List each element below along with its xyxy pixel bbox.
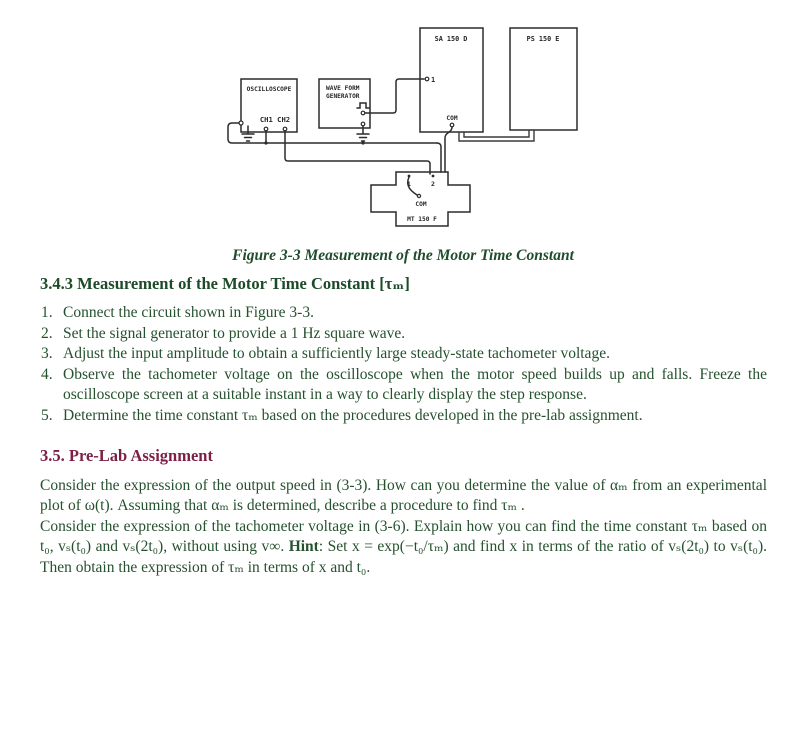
power-supply-box — [510, 28, 577, 130]
motor-com-terminal — [417, 194, 420, 197]
prelab-paragraph-2 — [40, 517, 767, 579]
figure-3-3-diagram — [200, 8, 600, 242]
sa-com-label: COM — [446, 115, 458, 122]
motor-unit-label: MT 150 F — [407, 216, 437, 223]
waveform-generator-label-1: WAVE FORM — [326, 85, 360, 92]
prelab-paragraph-1: Consider the expression of the output speed in (3-3). How can you determine the value of αₘ from an experimental plot of ω(t). Assuming that αₘ is determined, describe a procedure to find τₘ . — [40, 476, 767, 515]
waveform-generator-label-2: GENERATOR — [326, 93, 360, 100]
section-35-heading: 3.5. Pre-Lab Assignment — [40, 445, 213, 465]
square-wave-icon — [357, 103, 369, 108]
document-body — [40, 274, 767, 579]
oscilloscope-label: OSCILLOSCOPE — [246, 86, 292, 93]
motor-terminal-2-dot — [432, 175, 435, 178]
sa-input-label: 1 — [431, 76, 436, 84]
com-lead-wire — [445, 127, 452, 172]
procedure-list — [40, 303, 767, 427]
motor-terminal-1-label: 1 — [407, 180, 411, 188]
ground-icon — [242, 126, 254, 141]
power-supply-label: PS 150 E — [526, 35, 560, 43]
list-item: Determine the time constant τₘ based on the procedures developed in the pre-lab assignment. — [63, 406, 643, 424]
motor-com-label: COM — [415, 201, 427, 208]
list-item: Observe the tachometer voltage on the oscilloscope when the motor speed builds up and falls. Freeze the oscilloscope screen at a suitable instant in a way to clearly display the step response. — [63, 365, 767, 404]
paragraph-text: Consider the expression of the tachometer voltage in (3-6). Explain how you can find the time constant τₘ based on t₀, vₛ(t₀) and vₛ(2t₀), without using v∞. — [40, 517, 767, 556]
hint-label: Hint — [288, 538, 319, 556]
channel-labels: CH1 CH2 — [259, 115, 291, 124]
bus-lead-wire — [437, 143, 441, 172]
motor-terminal-2-label: 2 — [431, 180, 435, 188]
list-item: Adjust the input amplitude to obtain a sufficiently large steady-state tachometer voltage. — [63, 345, 610, 363]
scope-ground-wire — [228, 123, 437, 143]
servo-amplifier-label: SA 150 D — [434, 35, 468, 43]
list-item: Connect the circuit shown in Figure 3-3. — [63, 304, 314, 321]
figure-caption: Figure 3-3 Measurement of the Motor Time Constant — [232, 247, 574, 264]
sa-input-terminal — [425, 77, 429, 81]
section-343-heading: 3.4.3 Measurement of the Motor Time Constant [τₘ] — [40, 274, 410, 293]
paragraph-text: : Set x = exp(−t₀/τₘ) and find x in terms of the ratio of vₛ(2t₀) to vₛ(t₀). Then obtain the expression of τₘ in terms of x and t₀. — [40, 538, 767, 576]
list-item: Set the signal generator to provide a 1 Hz square wave. — [63, 324, 406, 342]
ch2-wire — [285, 131, 430, 174]
power-cable-inner — [464, 130, 529, 137]
wfg-output-wire — [365, 79, 424, 113]
